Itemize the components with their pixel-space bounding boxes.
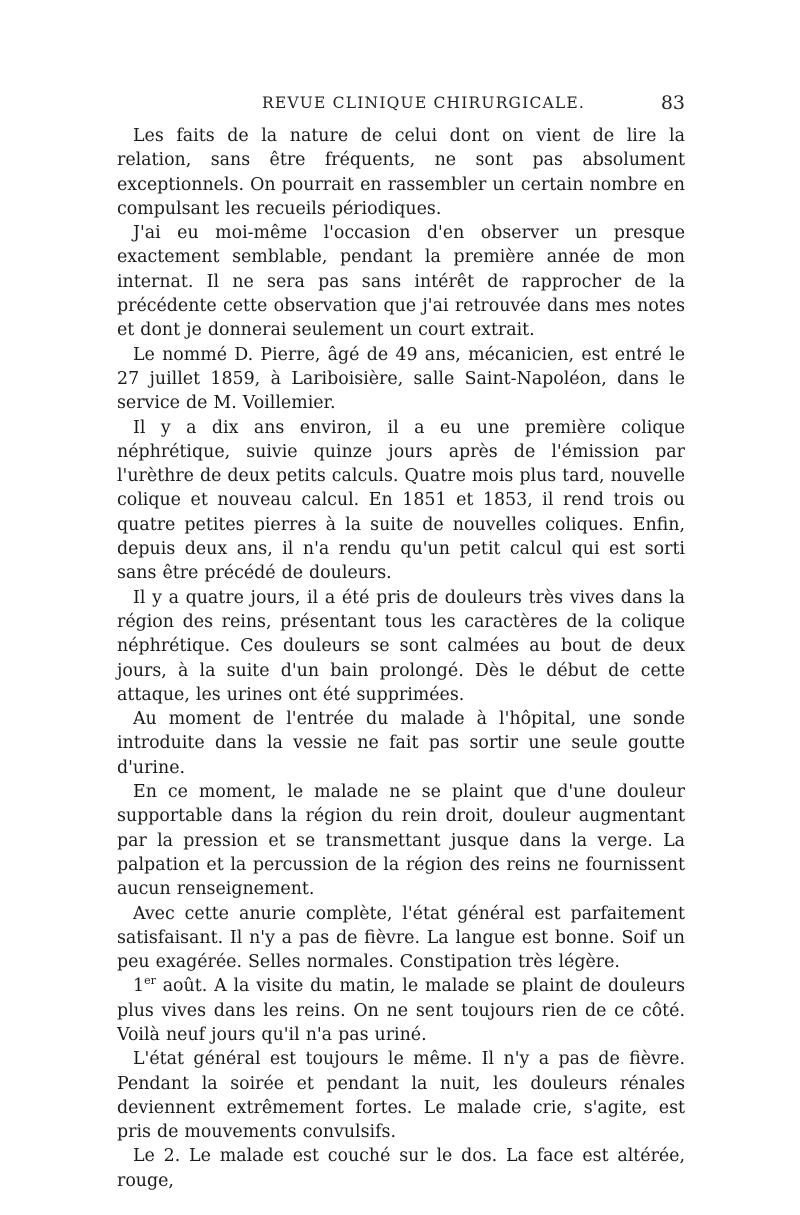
paragraph: Les faits de la nature de celui dont on vient de lire la relation, sans être fréquents, ne sont pas absolument exceptionnels. On pourrait en rassembler un certain nombre en compulsant les recueils périodiques.: [117, 126, 685, 219]
page-number: 83: [660, 92, 685, 114]
paragraph: L'état général est toujours le même. Il n'y a pas de fièvre. Pendant la soirée et pendant la nuit, les douleurs rénales deviennent extrêmement fortes. Le malade crie, s'agite, est pris de mouvements convulsifs.: [117, 1049, 685, 1143]
paragraph-dated: [117, 974, 685, 1047]
paragraph-text: août. A la visite du matin, le malade se plaint de douleurs plus vives dans les reins. On ne sent toujours rien de ce côté. Voilà neuf jours qu'il n'a pas uriné.: [117, 976, 686, 1045]
body-text: [117, 124, 685, 1193]
paragraph: Il y a quatre jours, il a été pris de douleurs très vives dans la région des reins, présentant tous les caractères de la colique néphrétique. Ces douleurs se sont calmées au bout de deux jours, à la suite d'un bain prolongé. Dès le début de cette attaque, les urines ont été supprimées.: [117, 587, 685, 705]
document-page: [117, 92, 685, 1193]
paragraph: Au moment de l'entrée du malade à l'hôpital, une sonde introduite dans la vessie ne fait pas sortir une seule goutte d'urine.: [117, 709, 685, 778]
paragraph: J'ai eu moi-même l'occasion d'en observer un presque exactement semblable, pendant la première année de mon internat. Il ne sera pas sans intérêt de rapprocher de la précédente cette observation que j'ai retrouvée dans mes notes et dont je donnerai seulement un court extrait.: [117, 223, 685, 341]
date-superscript: er: [144, 974, 156, 988]
page-header: [117, 92, 685, 118]
paragraph: Le 2. Le malade est couché sur le dos. La face est altérée, rouge,: [117, 1146, 685, 1191]
paragraph: Il y a dix ans environ, il a eu une première colique néphrétique, suivie quinze jours après de l'émission par l'urèthre de deux petits calculs. Quatre mois plus tard, nouvelle colique et nouveau calcul. En 1851 et 1853, il rend trois ou quatre petites pierres à la suite de nouvelles coliques. Enfin, depuis deux ans, il n'a rendu qu'un petit calcul qui est sorti sans être précédé de douleurs.: [117, 417, 685, 584]
paragraph: Avec cette anurie complète, l'état général est parfaitement satisfaisant. Il n'y a pas de fièvre. La langue est bonne. Soif un peu exagérée. Selles normales. Constipation très légère.: [117, 903, 685, 973]
paragraph: En ce moment, le malade ne se plaint que d'une douleur supportable dans la région du rein droit, douleur augmentant par la pression et se transmettant jusque dans la verge. La palpation et la percussion de la région des reins ne fournissent aucun renseignement.: [117, 782, 685, 900]
running-title: REVUE CLINIQUE CHIRURGICALE.: [262, 94, 586, 112]
paragraph: Le nommé D. Pierre, âgé de 49 ans, mécanicien, est entré le 27 juillet 1859, à Lariboisière, salle Saint-Napoléon, dans le service de M. Voillemier.: [117, 344, 685, 414]
date-number: 1: [133, 976, 145, 997]
